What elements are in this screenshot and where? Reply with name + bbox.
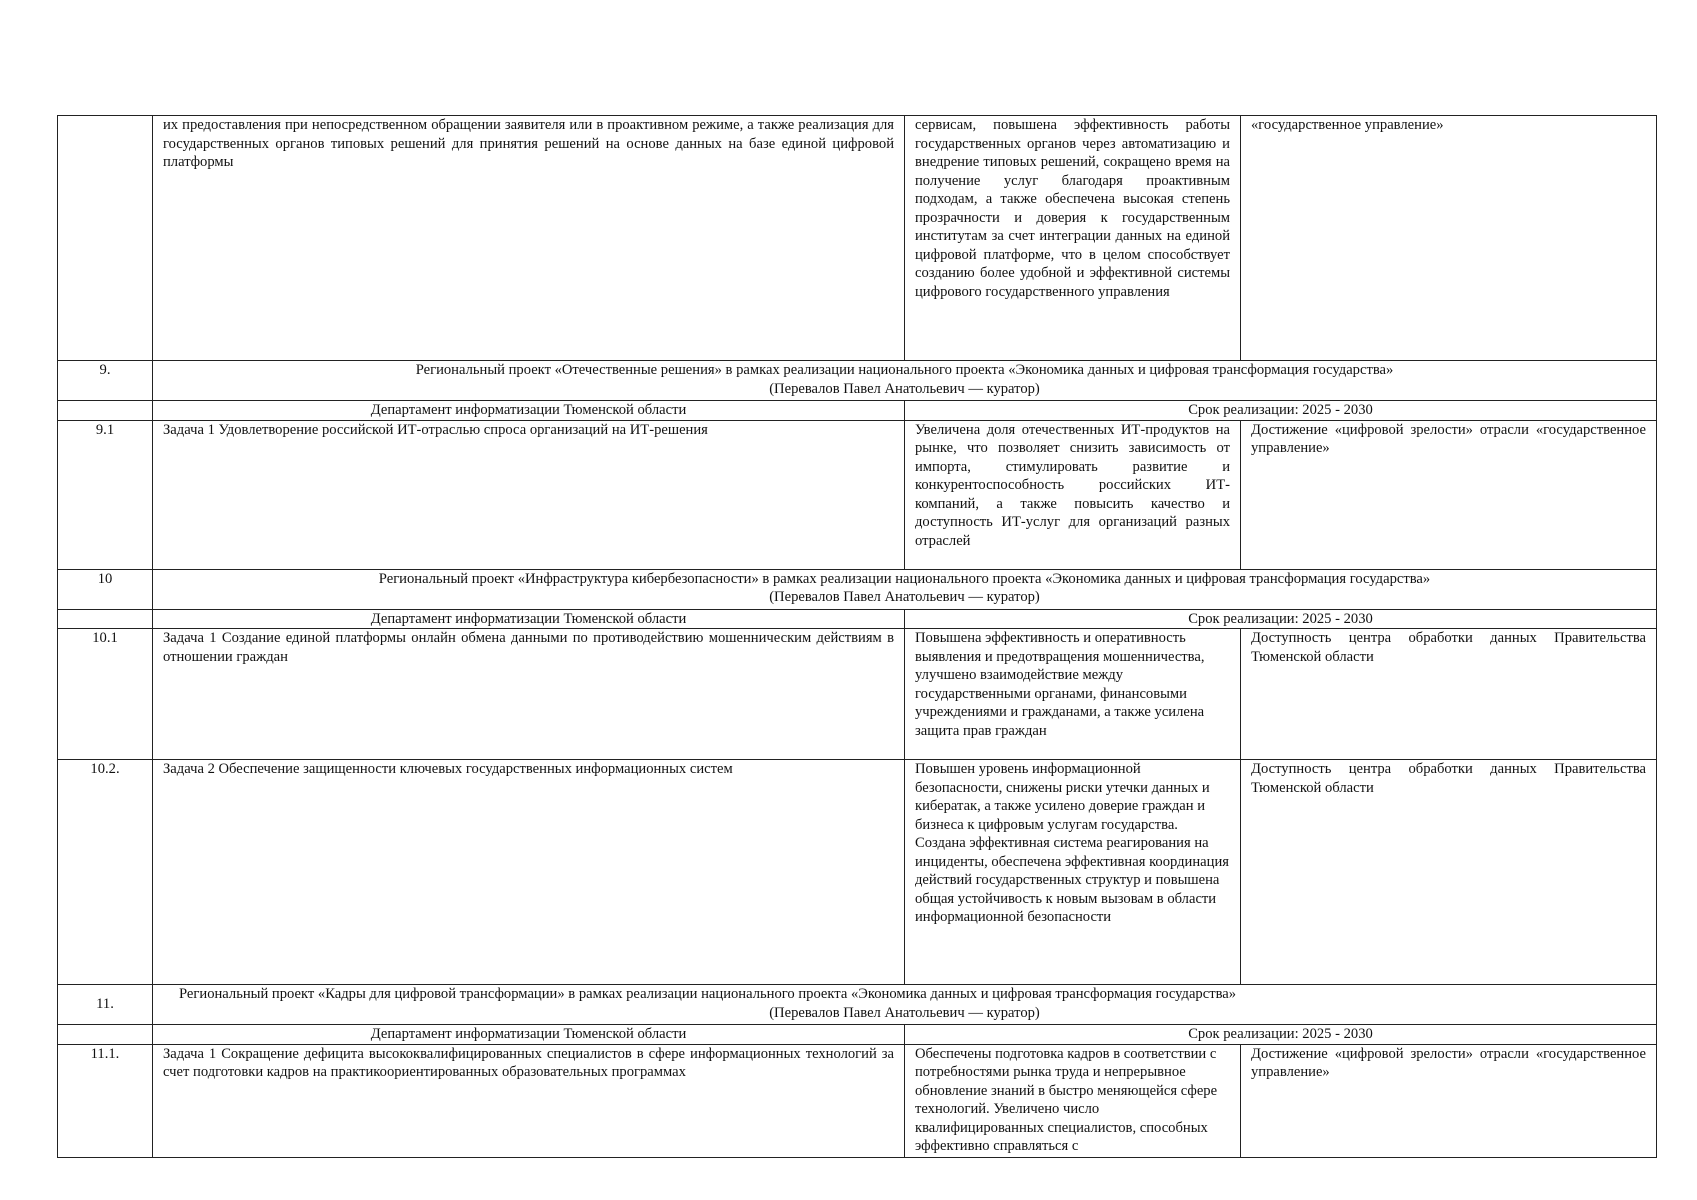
- table-row: [58, 1044, 1657, 1157]
- department-cell: Департамент информатизации Тюменской области: [153, 1025, 905, 1045]
- indicator-cell: Достижение «цифровой зрелости» отрасли «государственное управление»: [1241, 1044, 1657, 1157]
- indicator-cell: Доступность центра обработки данных Правительства Тюменской области: [1241, 760, 1657, 985]
- task-cell: Задача 1 Создание единой платформы онлайн обмена данными по противодействию мошенническим действиям в отношении граждан: [153, 629, 905, 760]
- project-number: 10: [58, 569, 153, 609]
- project-curator: (Перевалов Павел Анатольевич — куратор): [769, 589, 1040, 605]
- project-curator: (Перевалов Павел Анатольевич — куратор): [769, 380, 1040, 397]
- project-title-cell: [153, 569, 1657, 609]
- effect-cell: Повышен уровень информационной безопасности, снижены риски утечки данных и кибератак, а также усилено доверие граждан и бизнеса к цифровым услугам государства. Создана эффективная система реагирования на инциденты, обеспечена эффективная координация действий государственных структур и повышена общая устойчивость к новым вызовам в области информационной безопасности: [905, 760, 1241, 985]
- indicator-cell: Достижение «цифровой зрелости» отрасли «государственное управление»: [1241, 420, 1657, 569]
- project-header-row: [58, 985, 1657, 1025]
- project-title: Региональный проект «Отечественные решения» в рамках реализации национального проекта «Экономика данных и цифровая трансформация государства»: [415, 362, 1394, 378]
- term-cell: Срок реализации: 2025 - 2030: [905, 1025, 1657, 1045]
- project-header-row: [58, 361, 1657, 401]
- row-number: 11.1.: [58, 1044, 153, 1157]
- project-number: 11.: [58, 985, 153, 1025]
- effect-cell: Увеличена доля отечественных ИТ-продуктов на рынке, что позволяет снизить зависимость от импорта, стимулировать развитие и конкурентоспособность российских ИТ-компаний, а также повысить качество и доступность ИТ-услуг для организаций разных отраслей: [905, 420, 1241, 569]
- project-curator: (Перевалов Павел Анатольевич — куратор): [769, 1004, 1040, 1021]
- task-cell: их предоставления при непосредственном обращении заявителя или в проактивном режиме, а также реализация для государственных органов типовых решений для принятия решений на основе данных на базе единой цифровой платформы: [153, 116, 905, 361]
- responsible-row: [58, 401, 1657, 421]
- responsible-row: [58, 609, 1657, 629]
- term-cell: Срок реализации: 2025 - 2030: [905, 401, 1657, 421]
- table-row: [58, 760, 1657, 985]
- row-number: 10.1: [58, 629, 153, 760]
- project-title-cell: [153, 361, 1657, 401]
- row-number: [58, 116, 153, 361]
- indicator-cell: Доступность центра обработки данных Правительства Тюменской области: [1241, 629, 1657, 760]
- table-row: [58, 629, 1657, 760]
- task-cell: Задача 2 Обеспечение защищенности ключевых государственных информационных систем: [153, 760, 905, 985]
- indicator-cell: «государственное управление»: [1241, 116, 1657, 361]
- project-number: 9.: [58, 361, 153, 401]
- row-number: 9.1: [58, 420, 153, 569]
- effect-text: Обеспечены подготовка кадров в соответствии с потребностями рынка труда и непрерывное обновление знаний в быстро меняющейся сфере технологий. Увеличено число квалифицированных специалистов, способных эффективно справляться с: [915, 1045, 1218, 1154]
- project-title-cell: [153, 985, 1657, 1025]
- effect-cell: [905, 1044, 1241, 1157]
- department-cell: Департамент информатизации Тюменской области: [153, 609, 905, 629]
- row-number: 10.2.: [58, 760, 153, 985]
- effect-cell: сервисам, повышена эффективность работы государственных органов через автоматизацию и внедрение типовых решений, сокращено время на получение услуг благодаря проактивным подходам, а также обеспечена высокая степень прозрачности и доверия к государственным институтам за счет интеграции данных на единой цифровой платформе, что в целом способствует созданию более удобной и эффективной системы цифрового государственного управления: [905, 116, 1241, 361]
- task-cell: Задача 1 Сокращение дефицита высококвалифицированных специалистов в сфере информационных технологий за счет подготовки кадров на практикоориентированных образовательных программах: [153, 1044, 905, 1157]
- document-page: [57, 115, 1656, 1158]
- task-cell: Задача 1 Удовлетворение российской ИТ-отраслью спроса организаций на ИТ-решения: [153, 420, 905, 569]
- term-cell: Срок реализации: 2025 - 2030: [905, 609, 1657, 629]
- table-row: [58, 420, 1657, 569]
- plan-table: [57, 115, 1657, 1158]
- responsible-row: [58, 1025, 1657, 1045]
- project-title: Региональный проект «Кадры для цифровой трансформации» в рамках реализации национального проекта «Экономика данных и цифровая трансформация государства»: [179, 986, 1237, 1002]
- project-header-row: [58, 569, 1657, 609]
- project-title: Региональный проект «Инфраструктура кибербезопасности» в рамках реализации национального проекта «Экономика данных и цифровая трансформация государства»: [378, 570, 1431, 587]
- table-row: [58, 116, 1657, 361]
- department-cell: Департамент информатизации Тюменской области: [153, 401, 905, 421]
- effect-cell: Повышена эффективность и оперативность выявления и предотвращения мошенничества, улучшено взаимодействие между государственными органами, финансовыми учреждениями и гражданами, а также усилена защита прав граждан: [905, 629, 1241, 760]
